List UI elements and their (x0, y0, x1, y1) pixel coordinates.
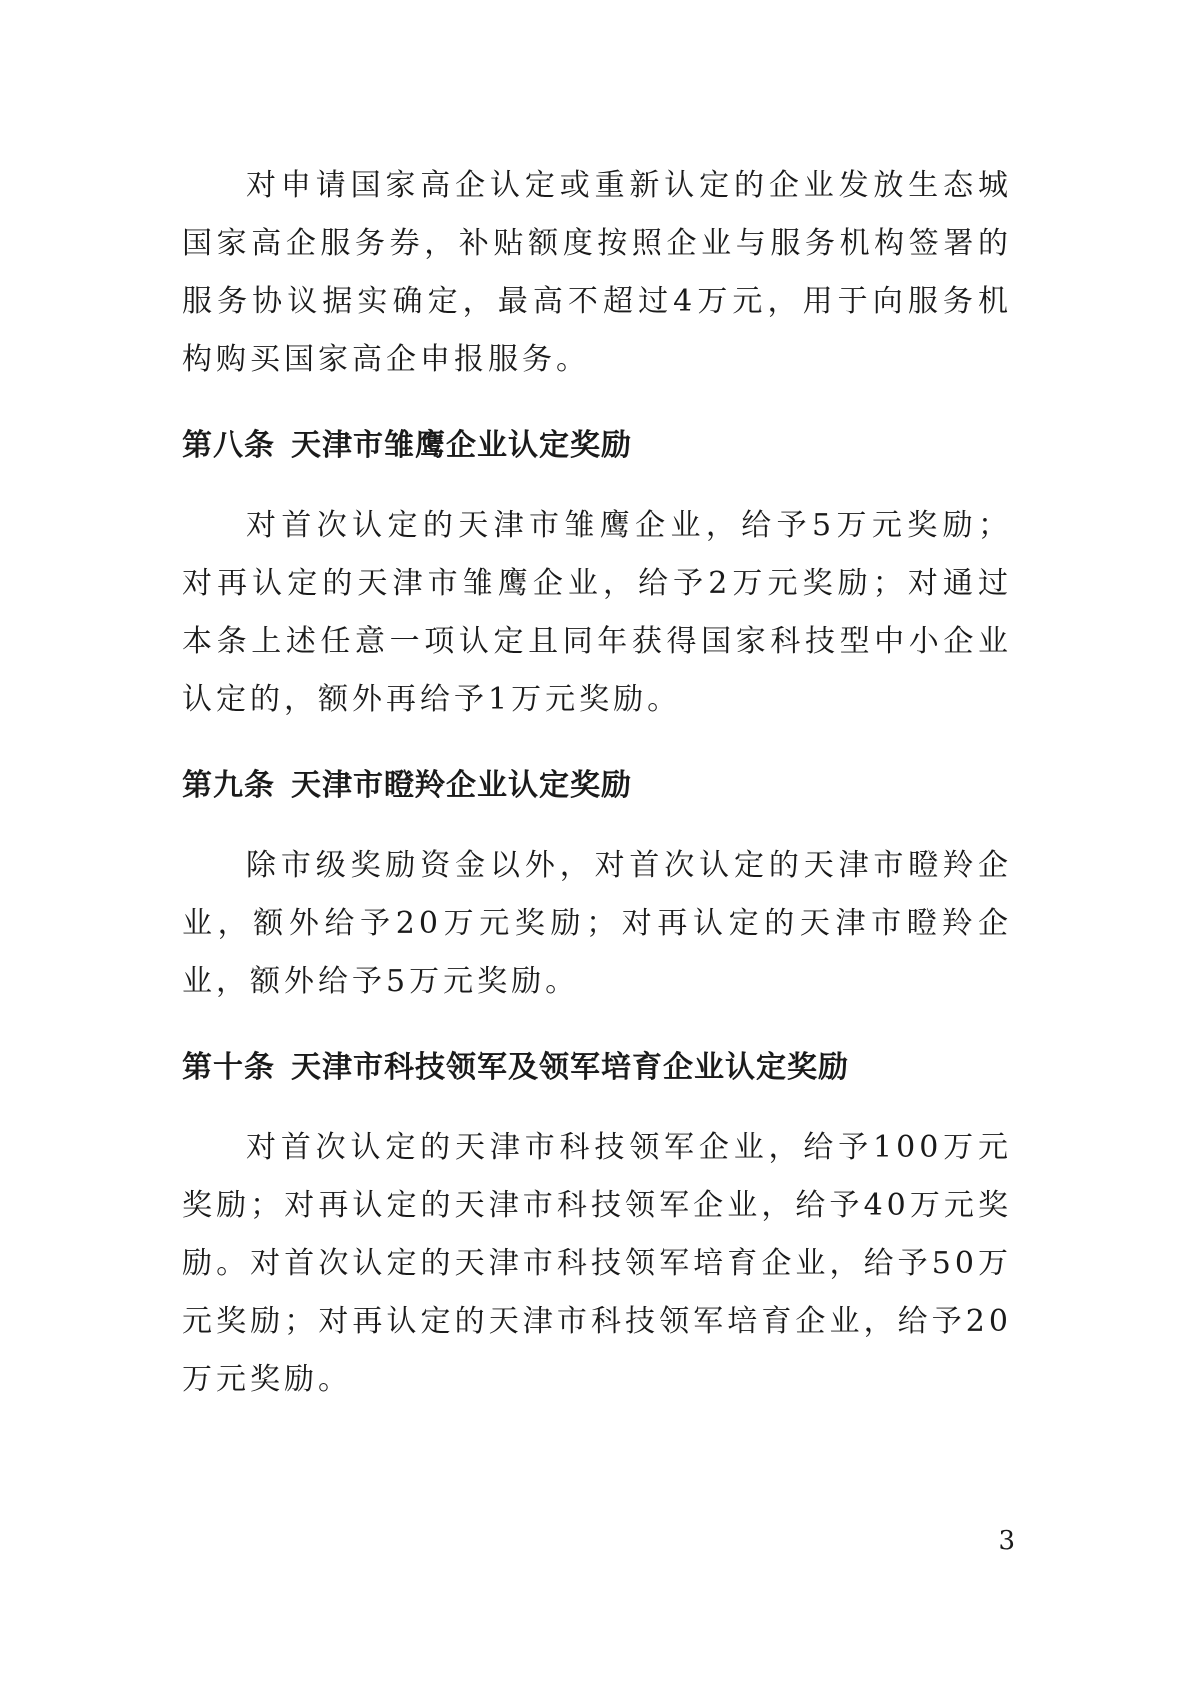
paragraph-gazelle-reward: 除市级奖励资金以外，对首次认定的天津市瞪羚企业，额外给予20万元奖励；对再认定的天津市瞪羚企业，额外给予5万元奖励。 (182, 848, 1012, 999)
article-title: 天津市科技领军及领军培育企业认定奖励 (291, 1050, 849, 1085)
heading-article-9 (182, 757, 1012, 815)
paragraph-high-tech-voucher: 对申请国家高企认定或重新认定的企业发放生态城国家高企服务券，补贴额度按照企业与服务机构签署的服务协议据实确定，最高不超过4万元，用于向服务机构购买国家高企申报服务。 (182, 168, 1012, 377)
page-number: 3 (998, 1526, 1015, 1556)
article-number: 第八条 (182, 428, 275, 463)
article-number: 第十条 (182, 1050, 275, 1085)
article-title: 天津市雏鹰企业认定奖励 (291, 428, 632, 463)
heading-article-10 (182, 1039, 1012, 1097)
article-title: 天津市瞪羚企业认定奖励 (291, 768, 632, 803)
paragraph-eaglet-reward: 对首次认定的天津市雏鹰企业，给予5万元奖励；对再认定的天津市雏鹰企业，给予2万元奖励；对通过本条上述任意一项认定且同年获得国家科技型中小企业认定的，额外再给予1万元奖励。 (182, 508, 1012, 717)
paragraph-leading-enterprise-reward: 对首次认定的天津市科技领军企业，给予100万元奖励；对再认定的天津市科技领军企业，给予40万元奖励。对首次认定的天津市科技领军培育企业，给予50万元奖励；对再认定的天津市科技领军培育企业，给予20万元奖励。 (182, 1130, 1012, 1397)
document-body (182, 157, 1012, 1437)
heading-article-8 (182, 417, 1012, 475)
article-number: 第九条 (182, 768, 275, 803)
